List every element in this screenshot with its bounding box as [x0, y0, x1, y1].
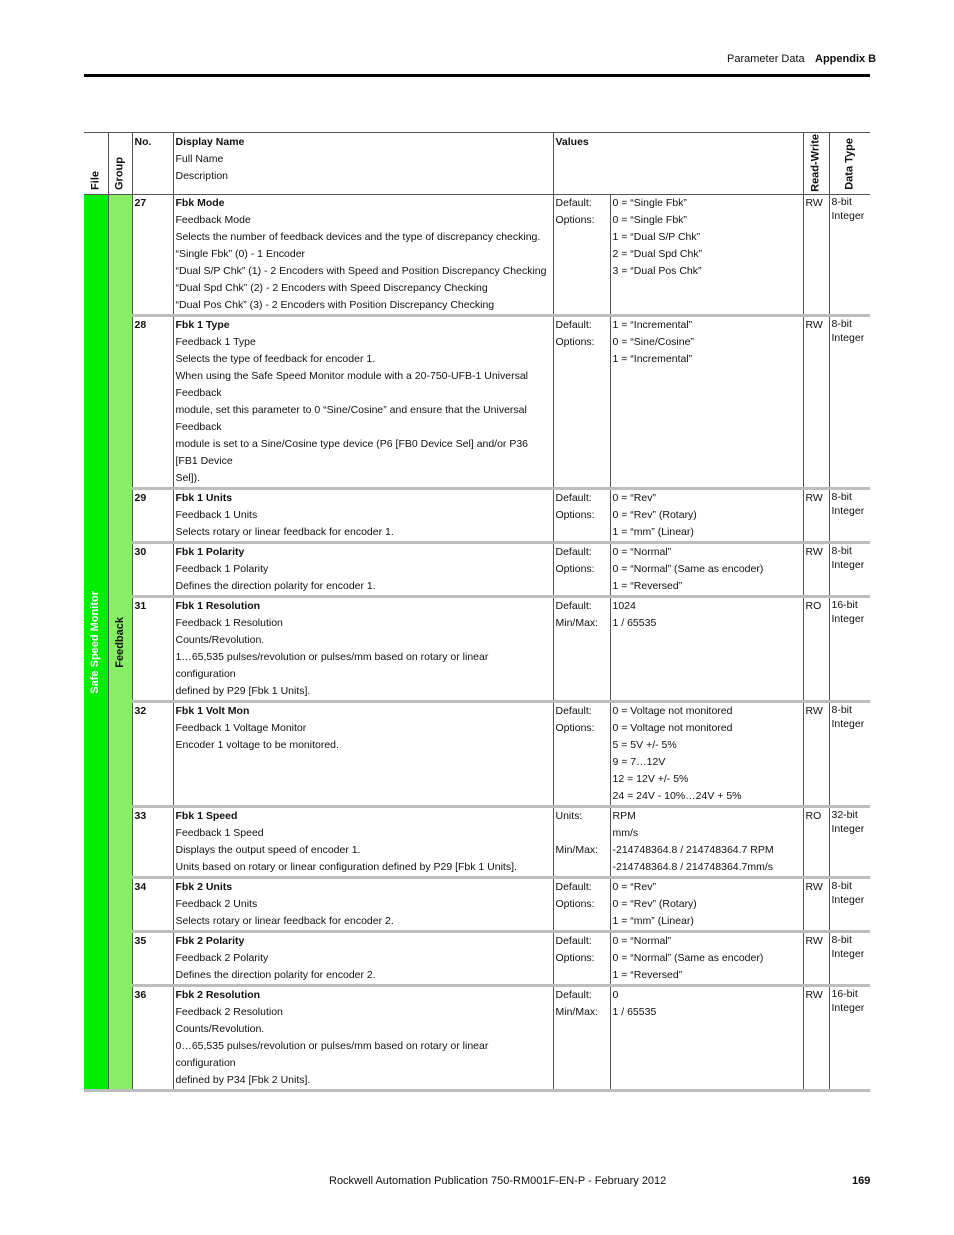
- param-number: 27: [132, 195, 173, 316]
- param-full-name: Feedback 2 Polarity: [175, 952, 269, 964]
- parameter-row: [84, 543, 870, 597]
- value-labels-cell: [553, 807, 610, 878]
- param-number: 33: [132, 807, 173, 878]
- data-type-line: 8-bit: [831, 196, 852, 208]
- value-item: 24 = 24V - 10%…24V + 5%: [612, 790, 742, 802]
- header-read-write: Read-Write: [803, 133, 829, 195]
- value-item: 0 = “Rev”: [612, 492, 656, 504]
- value-labels-cell: [553, 316, 610, 489]
- header-rule: [84, 74, 870, 77]
- read-write-cell: RW: [803, 986, 829, 1091]
- data-type-line: Integer: [831, 894, 865, 906]
- value-item: 0 = “Single Fbk”: [612, 197, 687, 209]
- param-display-name: Fbk 1 Polarity: [175, 546, 245, 558]
- data-type-line: 8-bit: [831, 545, 852, 557]
- param-display-name: Fbk 1 Type: [175, 319, 230, 331]
- value-labels-cell: [553, 702, 610, 807]
- value-item: 1 = “mm” (Linear): [612, 915, 694, 927]
- value-label: Default:: [555, 935, 592, 947]
- value-label: Options:: [555, 952, 595, 964]
- param-description-line: Defines the direction polarity for encoder 1.: [175, 580, 376, 592]
- data-type-cell: [829, 489, 870, 543]
- param-number: 32: [132, 702, 173, 807]
- param-full-name: Feedback 1 Speed: [175, 827, 264, 839]
- value-label: Options:: [555, 336, 595, 348]
- param-name-cell: [173, 702, 553, 807]
- parameter-row: [84, 932, 870, 986]
- value-item: 0: [612, 989, 619, 1001]
- value-label: Min/Max:: [555, 844, 599, 856]
- value-labels-cell: [553, 597, 610, 702]
- values-cell: [610, 932, 803, 986]
- read-write-cell: RW: [803, 702, 829, 807]
- values-cell: [610, 195, 803, 316]
- param-number: 36: [132, 986, 173, 1091]
- data-type-cell: [829, 702, 870, 807]
- values-cell: [610, 597, 803, 702]
- value-item: 1 = “Incremental”: [612, 319, 693, 331]
- value-item: 1 = “Incremental”: [612, 353, 693, 365]
- value-label: Min/Max:: [555, 617, 599, 629]
- value-label: Units:: [555, 810, 583, 822]
- value-label: Default:: [555, 546, 592, 558]
- value-item: 1 / 65535: [612, 1006, 657, 1018]
- param-description-line: “Dual S/P Chk” (1) - 2 Encoders with Speed and Position Discrepancy Checking: [175, 265, 547, 277]
- value-item: 0 = “Rev” (Rotary): [612, 509, 697, 521]
- param-number: 29: [132, 489, 173, 543]
- data-type-line: Integer: [831, 332, 865, 344]
- parameter-row: [84, 807, 870, 878]
- header-appendix-label: Appendix B: [815, 53, 877, 65]
- value-item: 0 = “Rev” (Rotary): [612, 898, 697, 910]
- value-item: 5 = 5V +/- 5%: [612, 739, 677, 751]
- values-cell: [610, 543, 803, 597]
- data-type-line: Integer: [831, 613, 865, 625]
- values-cell: [610, 807, 803, 878]
- param-description-line: Selects the number of feedback devices and the type of discrepancy checking.: [175, 231, 541, 243]
- value-item: mm/s: [612, 827, 639, 839]
- param-number: 35: [132, 932, 173, 986]
- value-item: 1 / 65535: [612, 617, 657, 629]
- data-type-cell: [829, 932, 870, 986]
- parameter-row: [84, 702, 870, 807]
- value-item: RPM: [612, 810, 636, 822]
- value-item: 0 = Voltage not monitored: [612, 722, 733, 734]
- param-description-line: 0…65,535 pulses/revolution or pulses/mm based on rotary or linear configuration: [175, 1040, 489, 1069]
- param-description-line: module, set this parameter to 0 “Sine/Cosine” and ensure that the Universal Feedback: [175, 404, 527, 433]
- header-section-title: Parameter Data: [727, 53, 805, 65]
- header-file: File: [84, 133, 108, 195]
- value-item: 0 = “Normal”: [612, 546, 672, 558]
- param-name-cell: [173, 489, 553, 543]
- value-item: 1 = “mm” (Linear): [612, 526, 694, 538]
- param-name-cell: [173, 316, 553, 489]
- value-label: Default:: [555, 989, 592, 1001]
- param-full-name: Feedback 2 Resolution: [175, 1006, 283, 1018]
- param-name-cell: [173, 807, 553, 878]
- table-header-row: [84, 133, 870, 195]
- param-description-line: When using the Safe Speed Monitor module with a 20-750-UFB-1 Universal Feedback: [175, 370, 529, 399]
- param-name-cell: [173, 986, 553, 1091]
- group-label-cell: [108, 195, 132, 1091]
- param-full-name: Feedback 2 Units: [175, 898, 258, 910]
- param-description-line: 1…65,535 pulses/revolution or pulses/mm based on rotary or linear configuration: [175, 651, 489, 680]
- values-cell: [610, 878, 803, 932]
- param-display-name: Fbk 1 Volt Mon: [175, 705, 250, 717]
- param-description-line: Selects rotary or linear feedback for encoder 2.: [175, 915, 394, 927]
- header-no: No.: [132, 133, 173, 195]
- data-type-line: 8-bit: [831, 880, 852, 892]
- data-type-line: 32-bit: [831, 809, 858, 821]
- value-item: -214748364.8 / 214748364.7mm/s: [612, 861, 774, 873]
- param-number: 31: [132, 597, 173, 702]
- value-labels-cell: [553, 195, 610, 316]
- param-description-line: Sel]).: [175, 472, 201, 484]
- value-labels-cell: [553, 489, 610, 543]
- param-description-line: Counts/Revolution.: [175, 634, 265, 646]
- value-labels-cell: [553, 543, 610, 597]
- param-description-line: Selects rotary or linear feedback for encoder 1.: [175, 526, 394, 538]
- read-write-cell: RW: [803, 195, 829, 316]
- param-full-name: Feedback 1 Units: [175, 509, 258, 521]
- parameter-row: [84, 195, 870, 316]
- read-write-cell: RW: [803, 932, 829, 986]
- value-item: 1 = “Dual S/P Chk”: [612, 231, 701, 243]
- file-label: Safe Speed Monitor: [89, 590, 102, 694]
- value-label: Default:: [555, 600, 592, 612]
- param-name-cell: [173, 195, 553, 316]
- param-full-name: Feedback 1 Voltage Monitor: [175, 722, 307, 734]
- data-type-line: Integer: [831, 718, 865, 730]
- value-labels-cell: [553, 932, 610, 986]
- parameter-table: [84, 132, 870, 1092]
- param-description-line: “Single Fbk” (0) - 1 Encoder: [175, 248, 306, 260]
- data-type-cell: [829, 986, 870, 1091]
- value-label: Default:: [555, 319, 592, 331]
- param-number: 30: [132, 543, 173, 597]
- param-display-name: Fbk 1 Units: [175, 492, 233, 504]
- value-label: Default:: [555, 197, 592, 209]
- header-display-name: Display Name Full Name Description: [173, 133, 553, 195]
- param-description-line: “Dual Spd Chk” (2) - 2 Encoders with Speed Discrepancy Checking: [175, 282, 488, 294]
- param-full-name: Feedback 1 Resolution: [175, 617, 283, 629]
- parameter-row: [84, 986, 870, 1091]
- read-write-cell: RW: [803, 543, 829, 597]
- value-label: Default:: [555, 492, 592, 504]
- value-label: Options:: [555, 722, 595, 734]
- group-label: Feedback: [113, 616, 126, 668]
- value-label: Options:: [555, 509, 595, 521]
- read-write-cell: RW: [803, 489, 829, 543]
- data-type-cell: [829, 807, 870, 878]
- data-type-line: 16-bit: [831, 988, 858, 1000]
- parameter-row: [84, 489, 870, 543]
- values-cell: [610, 316, 803, 489]
- param-description-line: Defines the direction polarity for encoder 2.: [175, 969, 376, 981]
- value-item: 0 = “Normal”: [612, 935, 672, 947]
- param-description-line: Displays the output speed of encoder 1.: [175, 844, 361, 856]
- read-write-cell: RO: [803, 597, 829, 702]
- param-name-cell: [173, 543, 553, 597]
- value-item: 0 = “Sine/Cosine”: [612, 336, 694, 348]
- value-item: 1024: [612, 600, 636, 612]
- value-label: Options:: [555, 898, 595, 910]
- value-label: Min/Max:: [555, 1006, 599, 1018]
- parameter-row: [84, 316, 870, 489]
- value-item: 9 = 7…12V: [612, 756, 666, 768]
- param-name-cell: [173, 597, 553, 702]
- value-item: 0 = “Single Fbk”: [612, 214, 687, 226]
- footer-publication: Rockwell Automation Publication 750-RM001F-EN-P - February 2012: [329, 1175, 667, 1187]
- data-type-line: 8-bit: [831, 934, 852, 946]
- param-display-name: Fbk 1 Speed: [175, 810, 238, 822]
- value-item: 3 = “Dual Pos Chk”: [612, 265, 702, 277]
- param-display-name: Fbk 2 Units: [175, 881, 233, 893]
- value-labels-cell: [553, 986, 610, 1091]
- data-type-line: Integer: [831, 948, 865, 960]
- value-label: Default:: [555, 705, 592, 717]
- param-display-name: Fbk 2 Resolution: [175, 989, 261, 1001]
- param-description-line: defined by P34 [Fbk 2 Units].: [175, 1074, 311, 1086]
- param-description-line: Counts/Revolution.: [175, 1023, 265, 1035]
- param-full-name: Feedback 1 Polarity: [175, 563, 269, 575]
- value-label: Options:: [555, 214, 595, 226]
- value-item: 1 = “Reversed”: [612, 580, 683, 592]
- param-number: 34: [132, 878, 173, 932]
- param-description-line: module is set to a Sine/Cosine type device (P6 [FB0 Device Sel] and/or P36 [FB1 Device: [175, 438, 529, 467]
- value-label: Options:: [555, 563, 595, 575]
- value-item: 0 = “Normal” (Same as encoder): [612, 563, 764, 575]
- data-type-cell: [829, 316, 870, 489]
- value-item: 0 = “Normal” (Same as encoder): [612, 952, 764, 964]
- values-cell: [610, 489, 803, 543]
- read-write-cell: RO: [803, 807, 829, 878]
- data-type-line: Integer: [831, 1002, 865, 1014]
- param-name-cell: [173, 878, 553, 932]
- param-description-line: “Dual Pos Chk” (3) - 2 Encoders with Position Discrepancy Checking: [175, 299, 495, 311]
- data-type-line: Integer: [831, 559, 865, 571]
- data-type-line: 8-bit: [831, 318, 852, 330]
- header-group: Group: [108, 133, 132, 195]
- value-labels-cell: [553, 878, 610, 932]
- param-full-name: Feedback 1 Type: [175, 336, 256, 348]
- data-type-line: 16-bit: [831, 599, 858, 611]
- header-data-type: Data Type: [829, 133, 870, 195]
- value-item: 0 = Voltage not monitored: [612, 705, 733, 717]
- param-number: 28: [132, 316, 173, 489]
- values-cell: [610, 702, 803, 807]
- file-label-cell: [84, 195, 108, 1091]
- param-display-name: Fbk Mode: [175, 197, 225, 209]
- parameter-row: [84, 597, 870, 702]
- value-item: 2 = “Dual Spd Chk”: [612, 248, 703, 260]
- data-type-line: Integer: [831, 210, 865, 222]
- read-write-cell: RW: [803, 878, 829, 932]
- data-type-line: 8-bit: [831, 491, 852, 503]
- data-type-cell: [829, 195, 870, 316]
- value-label: Default:: [555, 881, 592, 893]
- param-description-line: Selects the type of feedback for encoder 1.: [175, 353, 376, 365]
- param-description-line: defined by P29 [Fbk 1 Units].: [175, 685, 311, 697]
- param-name-cell: [173, 932, 553, 986]
- data-type-line: Integer: [831, 823, 865, 835]
- data-type-cell: [829, 878, 870, 932]
- param-description-line: Encoder 1 voltage to be monitored.: [175, 739, 339, 751]
- value-item: 1 = “Reversed”: [612, 969, 683, 981]
- read-write-cell: RW: [803, 316, 829, 489]
- value-item: 12 = 12V +/- 5%: [612, 773, 689, 785]
- data-type-cell: [829, 543, 870, 597]
- data-type-line: 8-bit: [831, 704, 852, 716]
- header-values: Values: [553, 133, 803, 195]
- data-type-cell: [829, 597, 870, 702]
- parameter-row: [84, 878, 870, 932]
- values-cell: [610, 986, 803, 1091]
- param-full-name: Feedback Mode: [175, 214, 251, 226]
- param-display-name: Fbk 1 Resolution: [175, 600, 261, 612]
- page-number: 169: [852, 1175, 871, 1187]
- value-item: 0 = “Rev”: [612, 881, 656, 893]
- param-description-line: Units based on rotary or linear configuration defined by P29 [Fbk 1 Units].: [175, 861, 517, 873]
- data-type-line: Integer: [831, 505, 865, 517]
- value-item: -214748364.8 / 214748364.7 RPM: [612, 844, 774, 856]
- param-display-name: Fbk 2 Polarity: [175, 935, 245, 947]
